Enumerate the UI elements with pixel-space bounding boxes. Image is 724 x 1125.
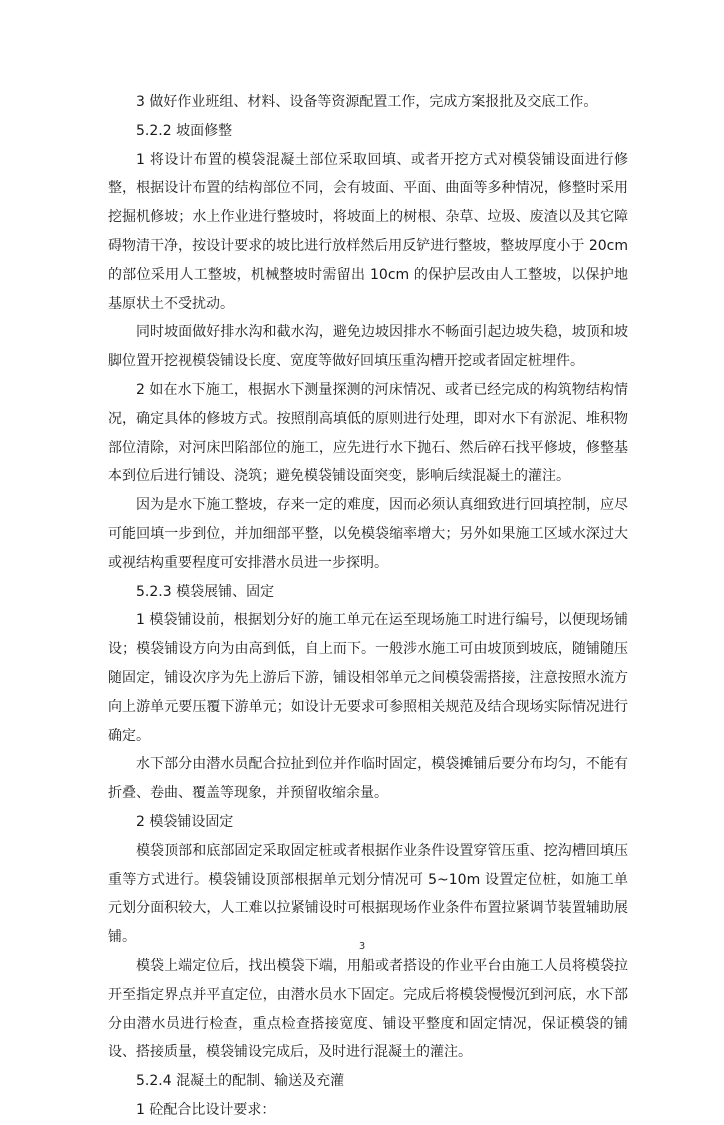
paragraph-bag-laying-1: 1 模袋铺设前，根据划分好的施工单元在运至现场施工时进行编号，以便现场铺设；模袋铺设方向为由高到低，自上而下。一般涉水施工可由坡顶到坡底，随铺随压随固定，铺设次序为先上游后下游，铺设相邻单元之间模袋需搭接，注意按照水流方向上游单元要压覆下游单元；如设计无要求可参照相关规范及结合现场实际情况进行确定。 [108,612,628,744]
subheading-mix-design: 1 砼配合比设计要求： [136,1101,276,1118]
paragraph-underwater-difficulty: 因为是水下施工整坡，存来一定的难度，因而必须认真细致进行回填控制，应尽可能回填一步到位，并加细部平整，以免模袋缩率增大；另外如果施工区域水深过大或视结构重要程度可安排潜水员进一步探明。 [108,497,628,571]
section-heading-5-2-3: 5.2.3 模袋展铺、固定 [136,583,275,600]
paragraph-underwater-construction: 2 如在水下施工，根据水下测量探测的河床情况、或者已经完成的构筑物结构情况，确定具体的修坡方式。按照削高填低的原则进行处理，即对水下有淤泥、堆积物部位清除，对河床凹陷部位的施工，应先进行水下抛石、然后碎石找平修坡，修整基本到位后进行铺设、浇筑；避免模袋铺设面突变，影响后续混凝土的灌注。 [108,381,628,485]
paragraph-resource-config: 3 做好作业班组、材料、设备等资源配置工作，完成方案报批及交底工作。 [136,94,598,110]
document-body [108,88,628,1125]
page-number: 3 [358,941,366,952]
subheading-bag-fixing: 2 模袋铺设固定 [136,813,234,830]
paragraph-slope-trimming-1: 1 将设计布置的模袋混凝土部位采取回填、或者开挖方式对模袋铺设面进行修整，根据设计布置的结构部位不同，会有坡面、平面、曲面等多种情况，修整时采用挖掘机修坡；水上作业进行整坡时，将坡面上的树根、杂草、垃圾、废渣以及其它障碍物清干净，按设计要求的坡比进行放样然后用反铲进行整坡，整坡厚度小于 20cm 的部位采用人工整坡，机械整坡时需留出 10cm 的保护层改由人工整坡，以保护地基原状土不受扰动。 [108,151,628,312]
paragraph-drainage: 同时坡面做好排水沟和截水沟，避免边坡因排水不畅面引起边坡失稳，坡顶和坡脚位置开挖视模袋铺设长度、宽度等做好回填压重沟槽开挖或者固定桩埋件。 [108,324,628,370]
paragraph-top-bottom-fixing: 模袋顶部和底部固定采取固定桩或者根据作业条件设置穿管压重、挖沟槽回填压重等方式进行。模袋铺设顶部根据单元划分情况可 5~10m 设置定位桩，如施工单元划分面积较大，人工难以拉紧铺设时可根据现场作业条件布置拉紧调节装置辅助展铺。 [108,842,628,946]
section-heading-5-2-4: 5.2.4 混凝土的配制、输送及充灌 [136,1073,345,1090]
paragraph-bag-positioning: 模袋上端定位后，找出模袋下端，用船或者搭设的作业平台由施工人员将模袋拉开至指定界点并平直定位，由潜水员水下固定。完成后将模袋慢慢沉到河底，水下部分由潜水员进行检查，重点检查搭接宽度、铺设平整度和固定情况，保证模袋的铺设、搭接质量，模袋铺设完成后，及时进行混凝土的灌注。 [108,957,628,1061]
paragraph-diver-fixing: 水下部分由潜水员配合拉扯到位并作临时固定，模袋摊铺后要分布均匀，不能有折叠、卷曲、覆盖等现象，并预留收缩余量。 [108,756,628,802]
section-heading-5-2-2: 5.2.2 坡面修整 [136,122,233,139]
